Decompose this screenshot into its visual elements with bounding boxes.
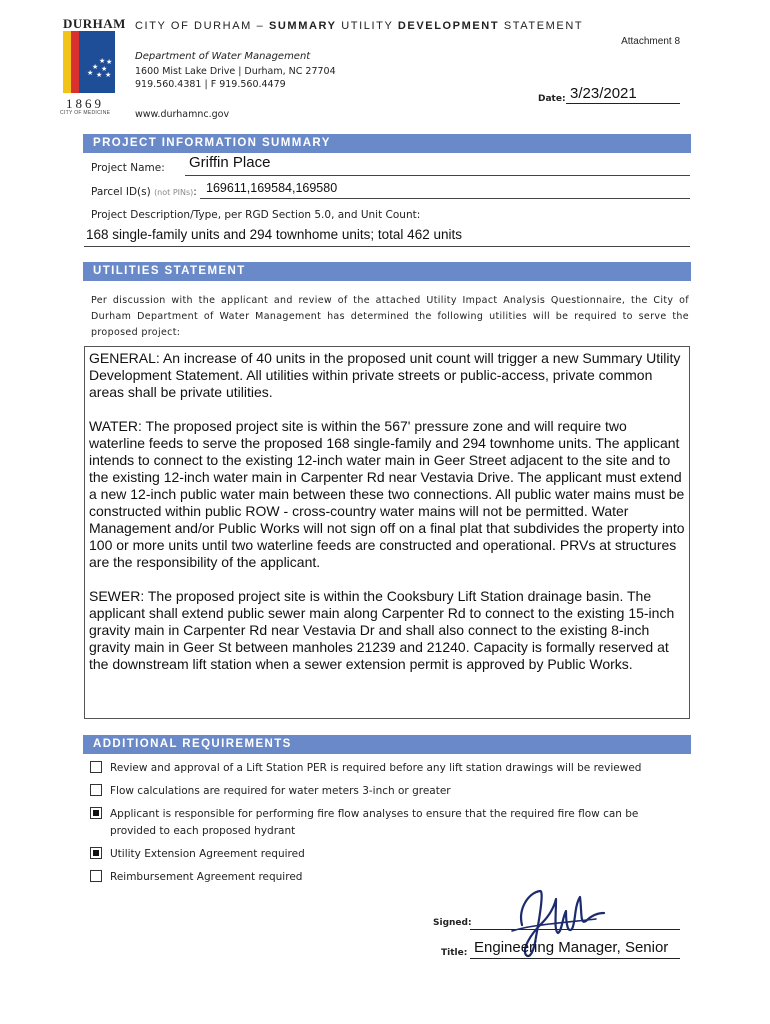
logo-tagline: CITY OF MEDICINE xyxy=(60,110,111,116)
requirement-item: Applicant is responsible for performing fire flow analyses to ensure that the required fire flow can be provided to each proposed hydrant xyxy=(90,806,650,840)
project-description-line xyxy=(84,246,690,247)
requirement-item: Utility Extension Agreement required xyxy=(90,846,305,863)
requirement-checkbox[interactable] xyxy=(90,761,102,773)
date-field[interactable]: 3/23/2021 xyxy=(570,85,637,102)
department-address: 1600 Mist Lake Drive | Durham, NC 27704 xyxy=(135,66,336,77)
svg-text:★: ★ xyxy=(105,71,112,79)
svg-text:★: ★ xyxy=(101,65,108,73)
project-description-label: Project Description/Type, per RGD Section 5.0, and Unit Count: xyxy=(91,209,421,221)
logo-year: 1869 xyxy=(66,96,104,111)
project-info-heading: PROJECT INFORMATION SUMMARY xyxy=(83,134,691,153)
svg-text:★: ★ xyxy=(96,71,103,79)
parcel-id-field[interactable]: 169611,169584,169580 xyxy=(206,181,338,195)
date-label: Date: xyxy=(538,94,566,104)
department-name: Department of Water Management xyxy=(135,51,311,62)
parcel-label: Parcel ID(s) (not PINs): xyxy=(91,186,197,198)
svg-text:★: ★ xyxy=(87,69,94,77)
utilities-intro: Per discussion with the applicant and review of the attached Utility Impact Analysis Questionnaire, the City of Durham Department of Water Management has determined the following utilities will be required to serve the proposed project: xyxy=(91,295,689,338)
requirement-checkbox[interactable] xyxy=(90,807,102,819)
sewer-paragraph: SEWER: The proposed project site is within the Cooksbury Lift Station drainage basin. The applicant shall extend public sewer main along Carpenter Rd to connect to the existing 15-inch gravity main in Carpenter Rd near Vestavia Dr and shall also connect to the existing 8-inch gravity main in Geer St between manholes 21239 and 21240. Capacity is formally reserved at the downstream lift station when a sewer extension permit is approved by Public Works. xyxy=(89,588,675,672)
department-phone: 919.560.4381 | F 919.560.4479 xyxy=(135,79,286,90)
utilities-statement-box[interactable] xyxy=(84,346,690,719)
department-website: www.durhamnc.gov xyxy=(135,109,230,120)
date-line xyxy=(566,103,680,104)
general-paragraph: GENERAL: An increase of 40 units in the proposed unit count will trigger a new Summary Utility Development Statement. All utilities within private streets or public-access, private common areas shall be private utilities. xyxy=(89,350,681,400)
title-field[interactable]: Engineering Manager, Senior xyxy=(474,939,669,956)
logo-name: DURHAM xyxy=(63,16,126,31)
signed-label: Signed: xyxy=(433,918,472,928)
title-line xyxy=(470,958,680,959)
parcel-line xyxy=(200,198,690,199)
requirement-item: Flow calculations are required for water meters 3-inch or greater xyxy=(90,783,451,800)
requirement-item: Review and approval of a Lift Station PER is required before any lift station drawings will be reviewed xyxy=(90,760,641,777)
requirement-checkbox[interactable] xyxy=(90,847,102,859)
svg-text:★: ★ xyxy=(99,57,106,65)
project-name-line xyxy=(185,175,690,176)
requirements-heading: ADDITIONAL REQUIREMENTS xyxy=(83,735,691,754)
project-name-field[interactable]: Griffin Place xyxy=(189,154,271,171)
water-paragraph: WATER: The proposed project site is within the 567' pressure zone and will require two waterline feeds to serve the proposed 168 single-family and 294 townhome units. The applicant intends to connect to the existing 12-inch water main in Geer Street adjacent to the site and to the existing 12-inch water main in Carpenter Rd near Vestavia Drive. The applicant must extend a new 12-inch public water main between these two connections. All public water mains must be constructed within public ROW - cross-country water mains will not be permitted. Water Management and/or Public Works will not sign off on a final plat that subdivides the property into 100 or more units until two waterline feeds are constructed and operational. PRVs at structures are the responsibility of the applicant. xyxy=(89,418,685,570)
requirement-item: Reimbursement Agreement required xyxy=(90,869,302,886)
svg-text:★: ★ xyxy=(106,58,113,66)
project-name-label: Project Name: xyxy=(91,162,165,174)
document-title: CITY OF DURHAM – SUMMARY UTILITY DEVELOPMENT STATEMENT xyxy=(135,20,584,32)
project-description-field[interactable]: 168 single-family units and 294 townhome units; total 462 units xyxy=(86,227,462,242)
city-logo xyxy=(63,31,115,93)
attachment-label: Attachment 8 xyxy=(621,36,680,47)
requirement-checkbox[interactable] xyxy=(90,784,102,796)
title-label: Title: xyxy=(441,948,468,958)
requirement-checkbox[interactable] xyxy=(90,870,102,882)
svg-text:★: ★ xyxy=(92,63,99,71)
utilities-heading: UTILITIES STATEMENT xyxy=(83,262,691,281)
